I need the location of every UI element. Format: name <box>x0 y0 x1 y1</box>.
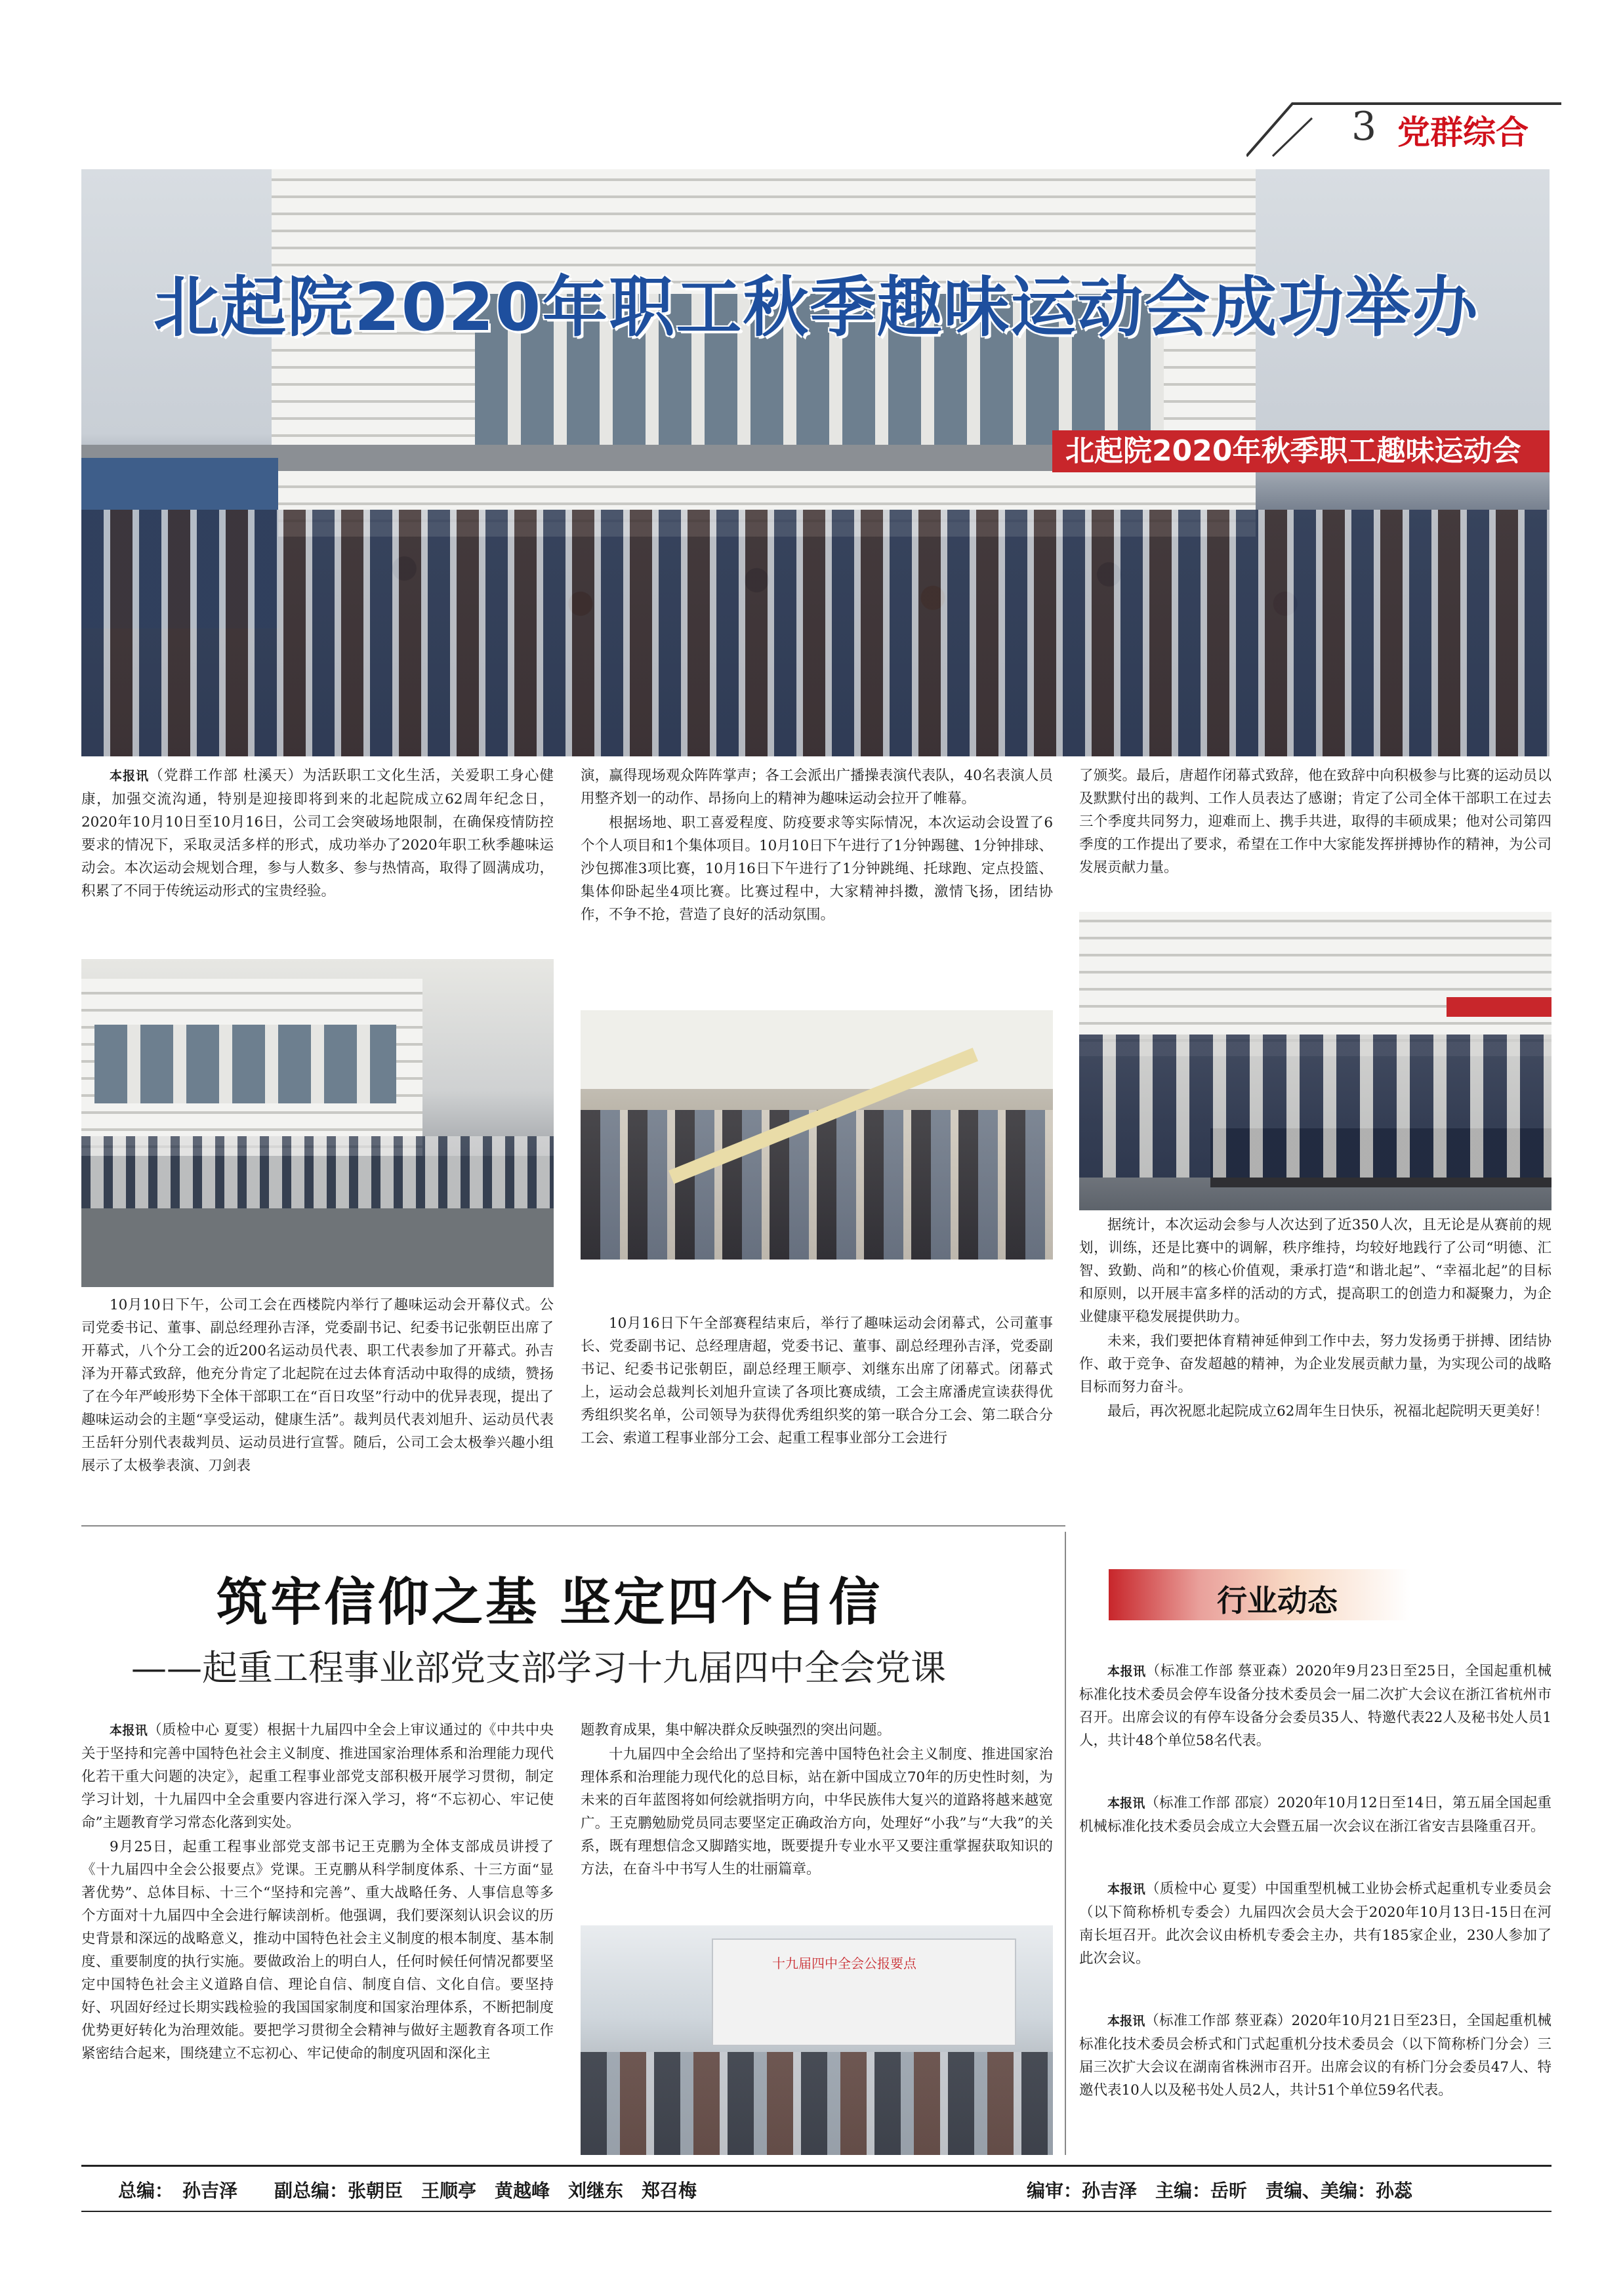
paragraph: 据统计，本次运动会参与人次达到了近350人次，且无论是从赛前的规划，训练，还是比赛中的调解，秩序维持，均较好地践行了公司“明德、汇智、致勤、尚和”的核心价值观，秉承打造“和谐北起”、“幸福北起”的目标和原则，以开展丰富多样的活动的方式，提高职工的创造力和凝聚力，为企业健康平稳发展提供助力。 <box>1079 1217 1551 1325</box>
article2-title: 筑牢信仰之基 坚定四个自信 <box>216 1573 883 1632</box>
paragraph: （质检中心 夏雯）根据十九届四中全会上审议通过的《中共中央关于坚持和完善中国特色社会主义制度、推进国家治理体系和治理能力现代化若干重大问题的决定》，起重工程事业部党支部积极开展学习贯彻，制定学习计划，十九届四中全会重要内容进行深入学习，将“不忘初心、牢记使命”主题教育学习常态化落到实处。 <box>81 1722 554 1831</box>
list-item: 本报讯（标准工作部 蔡亚森）2020年9月23日至25日，全国起重机械标准化技术委员会停车设备分技术委员会一届二次扩大会议在浙江省杭州市召开。出席会议的有停车设备分会委员35人、特邀代表22人及秘书处人员1人，共计48个单位58名代表。 <box>1079 1663 1551 1749</box>
paragraph: 演，赢得现场观众阵阵掌声；各工会派出广播操表演代表队，40名表演人员用整齐划一的动作、昂扬向上的精神为趣味运动会拉开了帷幕。 <box>581 768 1053 807</box>
list-item: 本报讯（质检中心 夏雯）中国重型机械工业协会桥式起重机专业委员会（以下简称桥机专委会）九届四次会员大会于2020年10月13日-15日在河南长垣召开。此次会议由桥机专委会主办，共有185家企业，230人参加了此次会议。 <box>1079 1881 1551 1967</box>
lead-label: 本报讯 <box>110 769 150 783</box>
section-divider <box>81 1525 1065 1527</box>
paragraph: （党群工作部 杜溪天）为活跃职工文化生活，关爱职工身心健康，加强交流沟通，特别是迎接即将到来的北起院成立62周年纪念日，2020年10月10日至10月16日，公司工会突破场地限制，在确保疫情防控要求的情况下，采取灵活多样的形式，成功举办了2020年职工秋季趣味运动会。本次运动会规划合理，参与人数多、参与热情高，取得了圆满成功，积累了不同于传统运动形式的宝贵经验。 <box>81 768 554 899</box>
industry-heading: 行业动态 <box>1217 1583 1338 1618</box>
screen-text: 十九届四中全会公报要点 <box>772 1956 916 1971</box>
footer-editors-right: 编审：孙吉泽 主编：岳昕 责编、美编：孙蕊 <box>1027 2180 1413 2202</box>
footer-editors-left: 总编： 孙吉泽 副总编：张朝臣 王顺亭 黄越峰 刘继东 郑召梅 <box>118 2180 697 2202</box>
paragraph: 题教育成果，集中解决群众反映强烈的突出问题。 <box>581 1722 892 1738</box>
industry-heading-box <box>1109 1569 1410 1620</box>
article1-col3-bottom <box>1079 1214 1551 1424</box>
section-title: 党群综合 <box>1397 113 1529 152</box>
industry-news-list <box>1079 1660 1551 2103</box>
paragraph: 10月16日下午全部赛程结束后，举行了趣味运动会闭幕式，公司董事长、党委副书记、总经理唐超，党委书记、董事、副总经理孙吉泽，党委副书记、纪委书记张朝臣，副总经理王顺亭、刘继东出席了闭幕式。闭幕式上，运动会总裁判长刘旭升宣读了各项比赛成绩，工会主席潘虎宣读获得优秀组织奖名单，公司领导为获得优秀组织奖的第一联合分工会、第二联合分工会、索道工程事业部分工会、起重工程事业部分工会进行 <box>581 1315 1053 1446</box>
photo-party-lecture <box>581 1925 1053 2155</box>
paragraph: 最后，再次祝愿北起院成立62周年生日快乐，祝福北起院明天更美好！ <box>1107 1403 1549 1420</box>
hero-banner: 北起院2020年秋季职工趣味运动会 <box>1052 430 1550 472</box>
hero-title: 北起院2020年职工秋季趣味运动会成功举办 <box>154 269 1479 346</box>
paragraph: 未来，我们要把体育精神延伸到工作中去，努力发扬勇于拼搏、团结协作、敢于竞争、奋发超越的精神，为企业发展贡献力量，为实现公司的战略目标而努力奋斗。 <box>1079 1333 1551 1395</box>
list-item: 本报讯（标准工作部 蔡亚森）2020年10月21日至23日，全国起重机械标准化技术委员会桥式和门式起重机分技术委员会（以下简称桥门分会）三届三次扩大会议在湖南省株洲市召开。出席会议的有桥门分会委员47人、特邀代表10人以及秘书处人员2人，共计51个单位59名代表。 <box>1079 2013 1551 2099</box>
hero-group-photo <box>81 169 1550 756</box>
article2-col2 <box>581 1719 1053 1882</box>
list-item: 本报讯（标准工作部 邵宸）2020年10月12日至14日，第五届全国起重机械标准化技术委员会成立大会暨五届一次会议在浙江省安吉县隆重召开。 <box>1079 1795 1551 1835</box>
lead-label: 本报讯 <box>110 1723 148 1738</box>
vertical-divider <box>1065 1532 1066 2155</box>
article1-col3-top <box>1079 764 1551 880</box>
photo-opening-exercise <box>81 959 554 1287</box>
article1-col1-bottom <box>81 1287 554 1479</box>
page-number: 3 <box>1351 104 1377 150</box>
paragraph: 十九届四中全会给出了坚持和完善中国特色社会主义制度、推进国家治理体系和治理能力现代化的总目标，站在新中国成立70年的历史性时刻，为未来的百年蓝图将如何绘就指明方向，中华民族伟大复兴的道路将越来越宽广。王克鹏勉励党员同志要坚定正确政治方向，处理好“小我”与“大我”的关系，既有理想信念又脚踏实地，既要提升专业水平又要注重掌握获取知识的方法，在奋斗中书写人生的壮丽篇章。 <box>581 1746 1053 1877</box>
article2-subtitle: ——起重工程事业部党支部学习十九届四中全会党课 <box>131 1647 946 1689</box>
paragraph: 了颁奖。最后，唐超作闭幕式致辞，他在致辞中向积极参与比赛的运动员以及默默付出的裁判、工作人员表达了感谢；肯定了公司全体干部职工在过去三个季度共同努力，迎难而上、携手共进，取得的丰硕成果；他对公司第四季度的工作提出了要求，希望在工作中大家能发挥拼搏协作的精神，为公司发展贡献力量。 <box>1079 768 1551 876</box>
article1-col2-top <box>581 764 1053 928</box>
paragraph: 9月25日，起重工程事业部党支部书记王克鹏为全体支部成员讲授了《十九届四中全会公报要点》党课。王克鹏从科学制度体系、十三方面“显著优势”、总体目标、十三个“坚持和完善”、重大战略任务、人事信息等多个方面对十九届四中全会进行解读剖析。他强调，我们要深刻认识会议的历史背景和深远的战略意义，推动中国特色社会主义制度的根本制度、基本制度、重要制度的执行实施。要做政治上的明白人，任何时候任何情况都要坚定中国特色社会主义道路自信、理论自信、制度自信、文化自信。要坚持好、巩固好经过长期实践检验的我国国家制度和国家治理体系，不断把制度优势更好转化为治理效能。要把学习贯彻全会精神与做好主题教育各项工作紧密结合起来，围绕建立不忘初心、牢记使命的制度巩固和深化主 <box>81 1839 554 2062</box>
article1-col2-bottom <box>581 1312 1053 1451</box>
footer-rule-bottom <box>81 2211 1551 2212</box>
page-header <box>0 0 1623 157</box>
article2-col1 <box>81 1719 554 2066</box>
footer-rule-top <box>81 2165 1551 2167</box>
paragraph: 根据场地、职工喜爱程度、防疫要求等实际情况，本次运动会设置了6个个人项目和1个集体项目。10月10日下午进行了1分钟踢毽、1分钟排球、沙包掷准3项比赛，10月16日下午进行了1分钟跳绳、托球跑、定点投篮、集体仰卧起坐4项比赛。比赛过程中，大家精神抖擞，激情飞扬，团结协作，不争不抢，营造了良好的活动氛围。 <box>581 815 1053 923</box>
article1-col1-top <box>81 764 554 904</box>
photo-award-ceremony <box>1079 912 1551 1210</box>
paragraph: 10月10日下午，公司工会在西楼院内举行了趣味运动会开幕仪式。公司党委书记、董事、副总经理孙吉泽，党委副书记、纪委书记张朝臣出席了开幕式，八个分工会的近200名运动员代表、职工代表参加了开幕式。孙吉泽为开幕式致辞，他充分肯定了北起院在过去体育活动中取得的成绩，赞扬了在今年严峻形势下全体干部职工在“百日攻坚”行动中的优异表现，提出了趣味运动会的主题“享受运动，健康生活”。裁判员代表刘旭升、运动员代表王岳轩分别代表裁判员、运动员进行宣誓。随后，公司工会太极拳兴趣小组展示了太极拳表演、刀剑表 <box>81 1297 554 1474</box>
award-banner <box>1447 997 1551 1017</box>
photo-situp-competition <box>581 1010 1053 1260</box>
